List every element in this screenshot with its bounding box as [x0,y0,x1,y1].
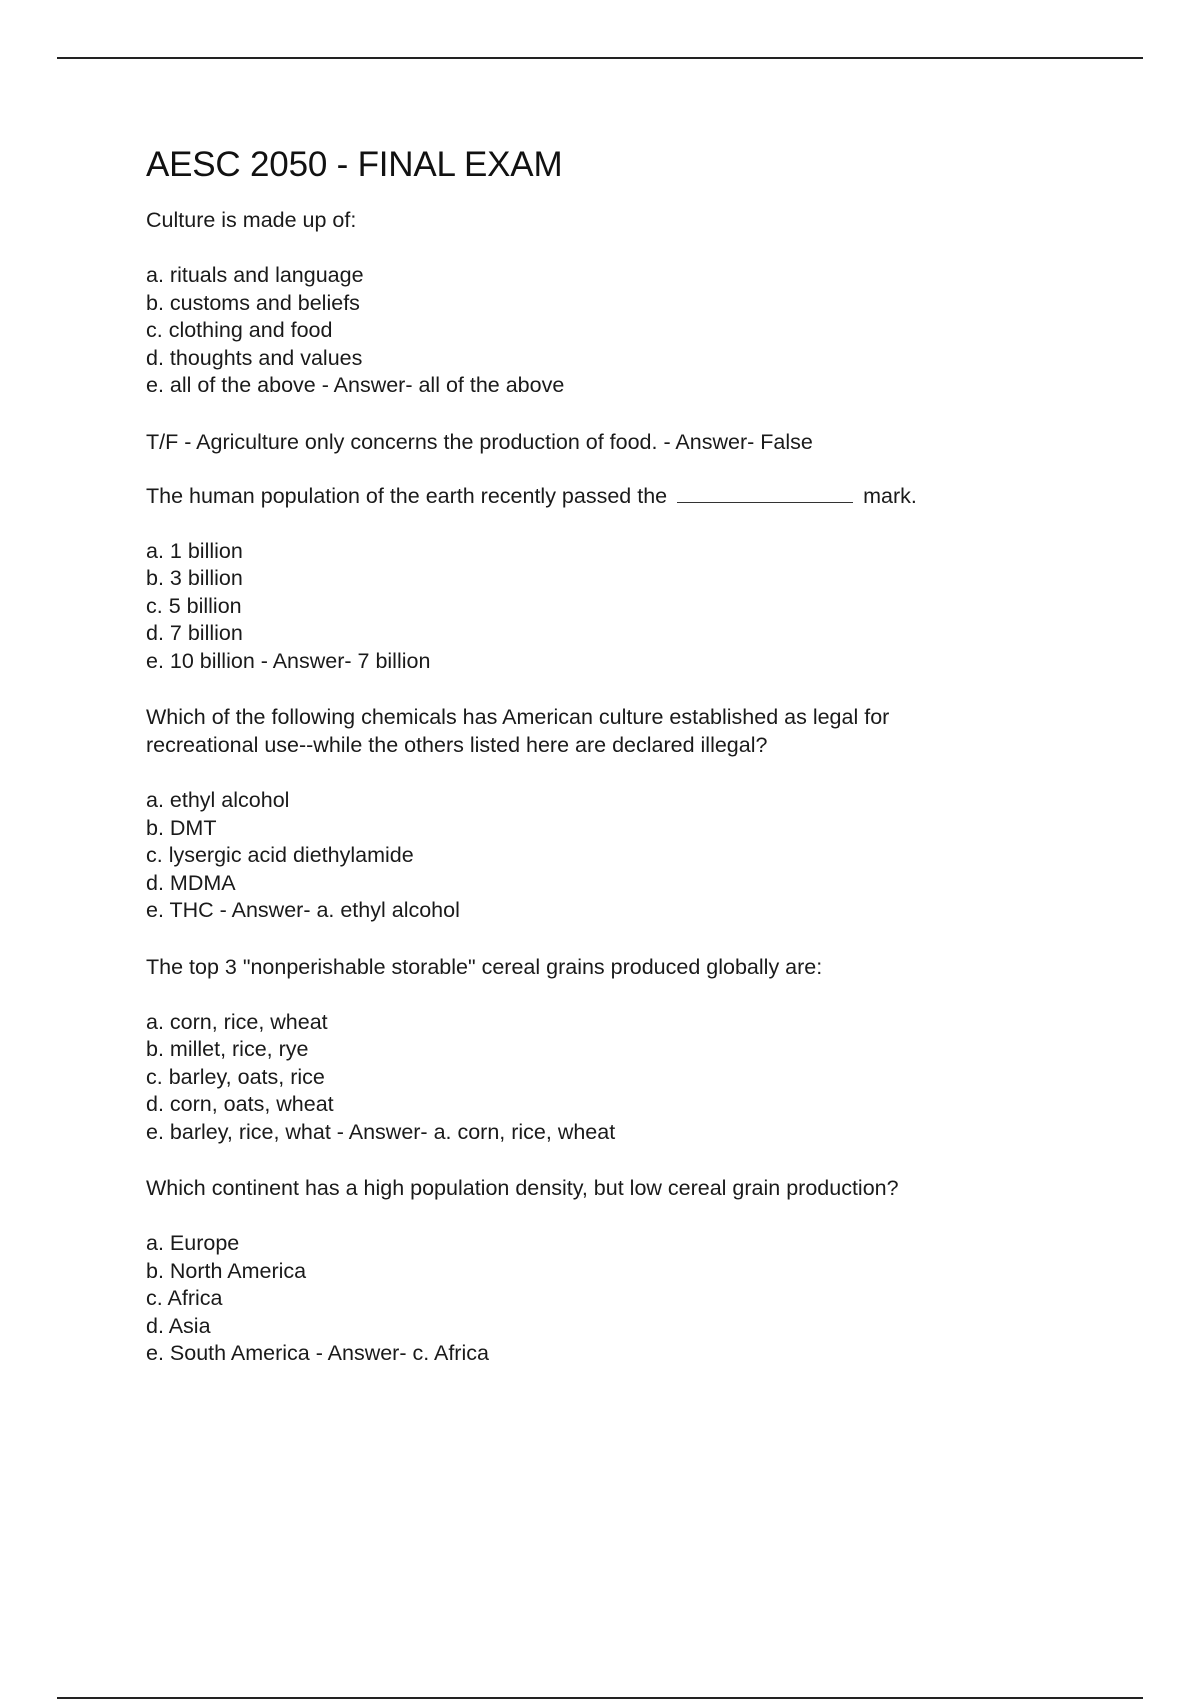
option-b: b. customs and beliefs [146,290,360,315]
option-e-with-answer: e. South America - Answer- c. Africa [146,1341,489,1365]
page-title: AESC 2050 - FINAL EXAM [146,145,563,184]
option-d: d. thoughts and values [146,345,363,370]
option-c: c. lysergic acid diethylamide [146,843,414,867]
option-a: a. corn, rice, wheat [146,1009,328,1034]
question-4 [146,703,1106,925]
question-3 [146,482,1106,676]
option-b: b. millet, rice, rye [146,1037,309,1061]
question-2 [146,428,1106,456]
option-d: d. 7 billion [146,621,243,645]
option-d: d. MDMA [146,870,236,895]
option-list [146,1009,1106,1147]
option-b: b. DMT [146,815,217,840]
prompt-line-1: Which of the following chemicals has American culture established as legal for [146,705,890,729]
option-c: c. clothing and food [146,318,333,342]
option-list [146,787,1106,925]
true-false-question: T/F - Agriculture only concerns the production of food. - Answer- False [146,429,813,454]
option-a: a. ethyl alcohol [146,788,290,812]
question-prompt: Which continent has a high population density, but low cereal grain production? [146,1176,899,1200]
option-e-with-answer: e. 10 billion - Answer- 7 billion [146,648,431,673]
option-list [146,262,1106,400]
question-prompt [146,703,1106,759]
prompt-before-blank: The human population of the earth recently passed the [146,483,668,508]
option-e-with-answer: e. barley, rice, what - Answer- a. corn, rice, wheat [146,1119,616,1144]
question-prompt [146,482,1106,510]
option-a: a. Europe [146,1231,240,1255]
option-d: d. Asia [146,1313,211,1338]
exam-page [146,142,1106,1396]
option-b: b. North America [146,1258,307,1283]
option-a: a. rituals and language [146,263,364,287]
option-b: b. 3 billion [146,566,243,590]
prompt-line-2: recreational use--while the others listed here are declared illegal? [146,733,768,757]
option-a: a. 1 billion [146,538,243,563]
option-e-with-answer: e. THC - Answer- a. ethyl alcohol [146,898,460,922]
question-prompt: Culture is made up of: [146,208,357,232]
option-list [146,538,1106,676]
prompt-after-blank: mark. [863,483,917,508]
question-1 [146,206,1106,400]
question-prompt: The top 3 "nonperishable storable" cereal grains produced globally are: [146,954,823,979]
option-c: c. Africa [146,1286,223,1310]
question-6 [146,1174,1106,1368]
option-c: c. barley, oats, rice [146,1064,325,1089]
bottom-divider [57,1697,1143,1699]
question-5 [146,953,1106,1147]
top-divider [57,57,1143,59]
option-d: d. corn, oats, wheat [146,1092,334,1116]
option-e-with-answer: e. all of the above - Answer- all of the above [146,373,565,397]
option-list [146,1230,1106,1368]
option-c: c. 5 billion [146,593,242,618]
fill-in-blank [677,484,853,503]
